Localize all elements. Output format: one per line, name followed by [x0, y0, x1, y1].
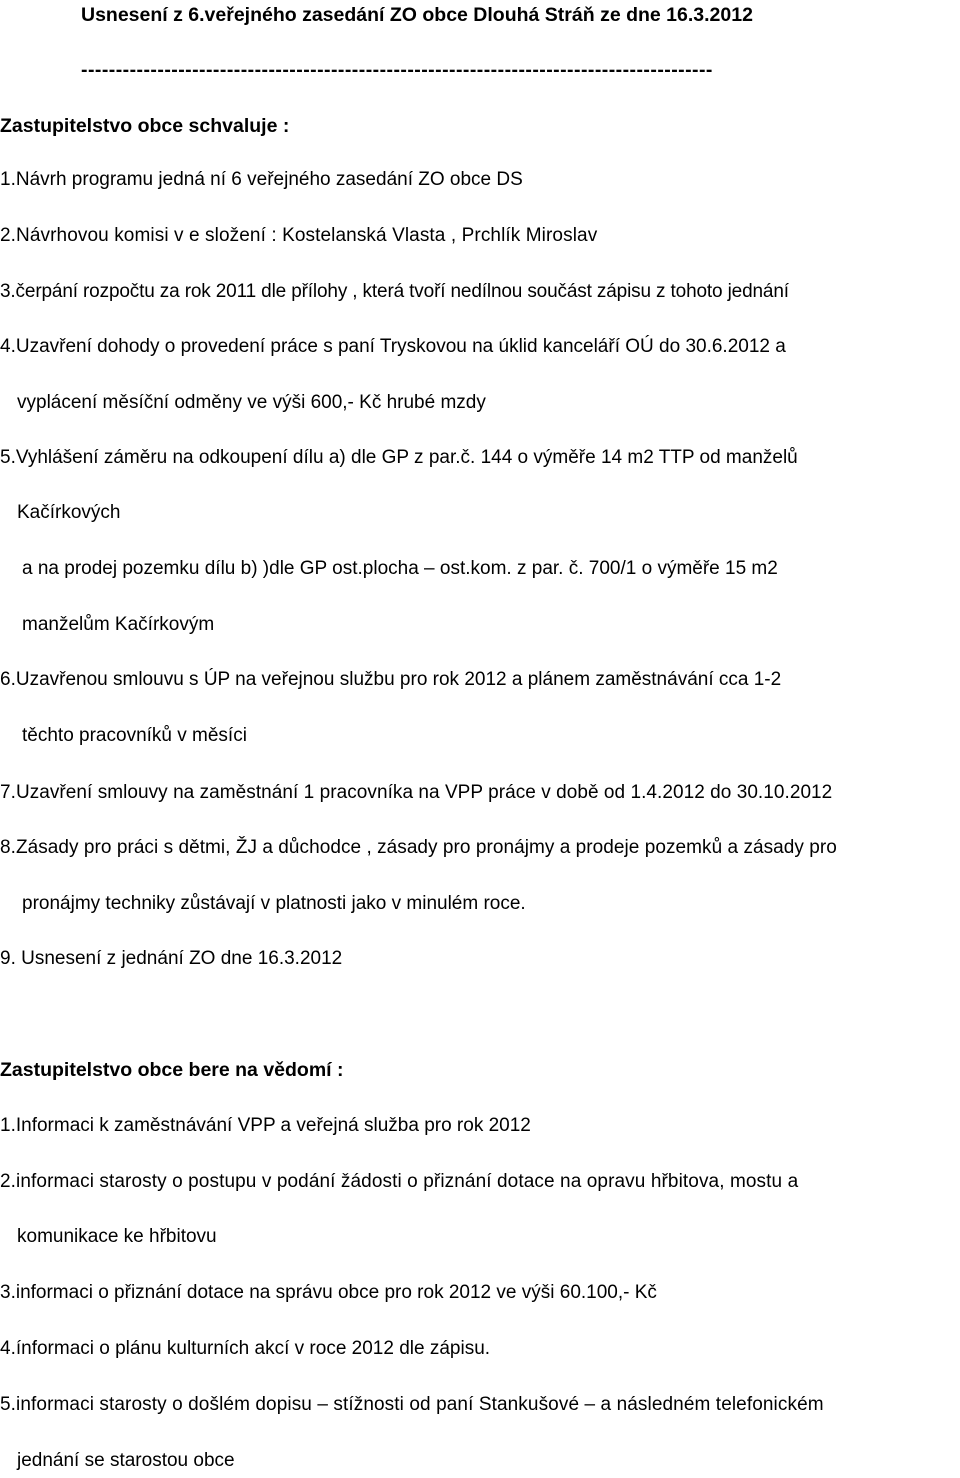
- title-separator: -------------------------------------------------------------------------------------------: [81, 59, 713, 81]
- approves-item-6-continuation: těchto pracovníků v měsíci: [22, 725, 247, 746]
- approves-item-6: 6.Uzavřenou smlouvu s ÚP na veřejnou službu pro rok 2012 a plánem zaměstnávání cca 1-2: [0, 669, 782, 690]
- notes-item-2-continuation: komunikace ke hřbitovu: [17, 1226, 217, 1247]
- approves-item-2: 2.Návrhovou komisi v e složení : Kostelanská Vlasta , Prchlík Miroslav: [0, 225, 598, 246]
- notes-item-5-continuation: jednání se starostou obce: [17, 1450, 235, 1471]
- approves-item-8: 8.Zásady pro práci s dětmi, ŽJ a důchodce , zásady pro pronájmy a prodeje pozemků a zásady pro: [0, 837, 837, 858]
- approves-item-1: 1.Návrh programu jedná ní 6 veřejného zasedání ZO obce DS: [0, 169, 523, 190]
- approves-item-5-sale: a na prodej pozemku dílu b) )dle GP ost.plocha – ost.kom. z par. č. 700/1 o výměře 15 m2: [22, 558, 778, 579]
- notes-item-5: 5.informaci starosty o došlém dopisu – stížnosti od paní Stankušové – a následném telefonickém: [0, 1394, 824, 1415]
- approves-item-5: 5.Vyhlášení záměru na odkoupení dílu a) dle GP z par.č. 144 o výměře 14 m2 TTP od manželů: [0, 447, 798, 468]
- approves-item-5-continuation: Kačírkových: [17, 502, 121, 523]
- document-title: Usnesení z 6.veřejného zasedání ZO obce Dlouhá Stráň ze dne 16.3.2012: [81, 4, 753, 26]
- approves-item-3: 3.čerpání rozpočtu za rok 2011 dle přílohy , která tvoří nedílnou součást zápisu z tohoto jednání: [0, 281, 789, 302]
- notes-item-3: 3.informaci o přiznání dotace na správu obce pro rok 2012 ve výši 60.100,- Kč: [0, 1282, 657, 1303]
- notes-item-4: 4.ínformaci o plánu kulturních akcí v roce 2012 dle zápisu.: [0, 1338, 491, 1359]
- approves-item-5-sale-continuation: manželům Kačírkovým: [22, 614, 215, 635]
- approves-item-4: 4.Uzavření dohody o provedení práce s paní Tryskovou na úklid kanceláří OÚ do 30.6.2012 a: [0, 336, 786, 357]
- notes-heading: Zastupitelstvo obce bere na vědomí :: [0, 1059, 344, 1081]
- approves-item-8-continuation: pronájmy techniky zůstávají v platnosti jako v minulém roce.: [22, 893, 526, 914]
- notes-item-2: 2.informaci starosty o postupu v podání žádosti o přiznání dotace na opravu hřbitova, mostu a: [0, 1171, 799, 1192]
- approves-item-7: 7.Uzavření smlouvy na zaměstnání 1 pracovníka na VPP práce v době od 1.4.2012 do 30.10.2012: [0, 782, 833, 803]
- approves-item-4-continuation: vyplácení měsíční odměny ve výši 600,- Kč hrubé mzdy: [17, 392, 486, 413]
- approves-item-9: 9. Usnesení z jednání ZO dne 16.3.2012: [0, 948, 343, 969]
- notes-item-1: 1.Informaci k zaměstnávání VPP a veřejná služba pro rok 2012: [0, 1115, 531, 1136]
- approves-heading: Zastupitelstvo obce schvaluje :: [0, 115, 290, 137]
